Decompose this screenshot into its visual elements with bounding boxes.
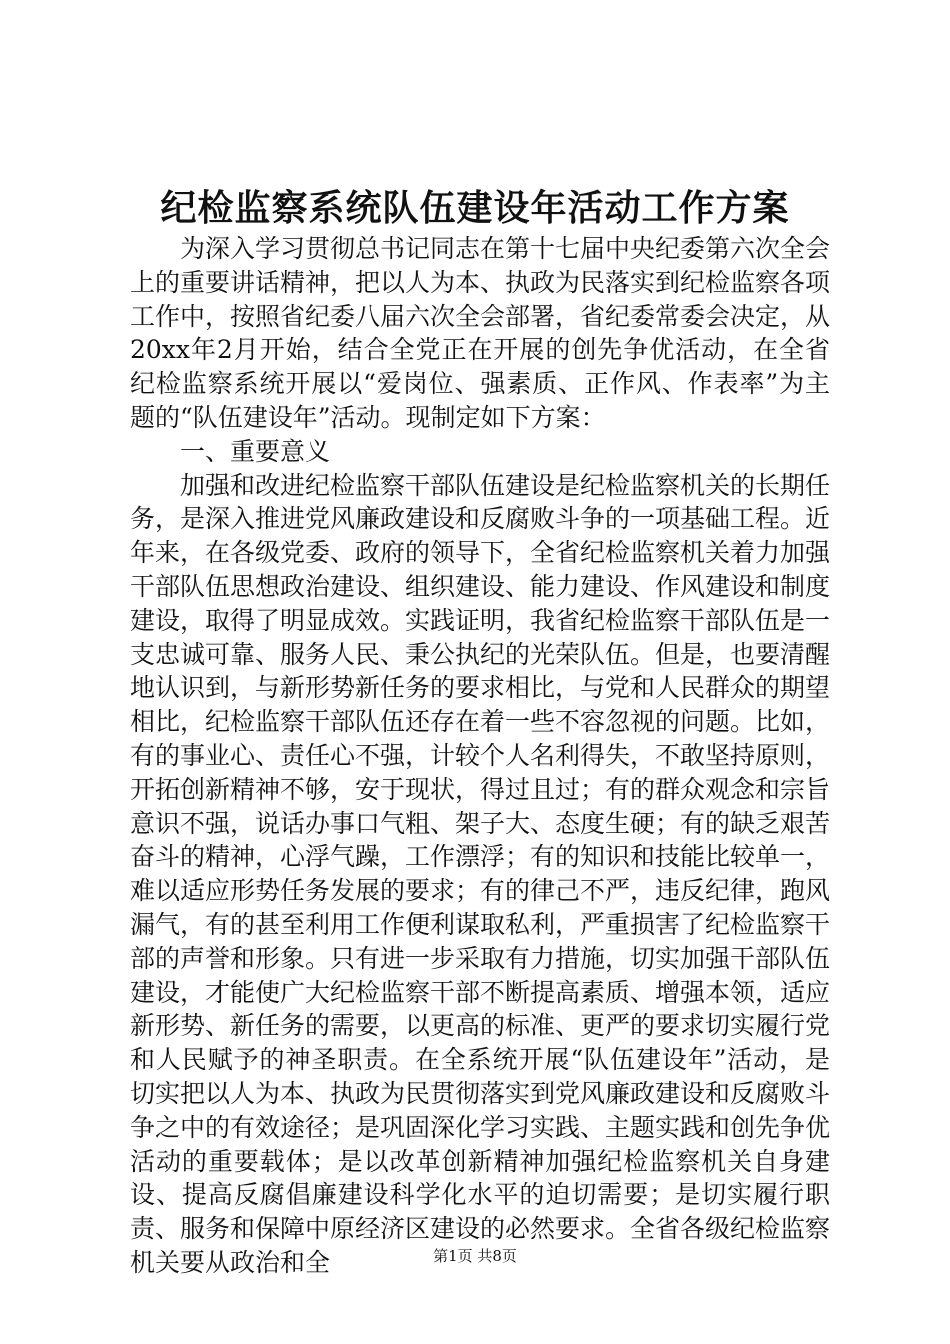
document-body [130, 232, 830, 1280]
section-heading-significance: 一、重要意义 [180, 436, 331, 466]
page-number-footer: 第1页 共8页 [433, 1247, 517, 1265]
paragraph-intro: 为深入学习贯彻总书记同志在第十七届中央纪委第六次全会上的重要讲话精神，把以人为本、执政为民落实到纪检监察各项工作中，按照省纪委八届六次全会部署，省纪委常委会决定，从20xx年2月开始，结合全党正在开展的创先争优活动，在全省纪检监察系统开展以“爱岗位、强素质、正作风、作表率”为主题的“队伍建设年”活动。现制定如下方案： [130, 234, 831, 432]
paragraph-significance: 加强和改进纪检监察干部队伍建设是纪检监察机关的长期任务，是深入推进党风廉政建设和反腐败斗争的一项基础工程。近年来，在各级党委、政府的领导下，全省纪检监察机关着力加强干部队伍思想政治建设、组织建设、能力建设、作风建设和制度建设，取得了明显成效。实践证明，我省纪检监察干部队伍是一支忠诚可靠、服务人民、秉公执纪的光荣队伍。但是，也要清醒地认识到，与新形势新任务的要求相比，与党和人民群众的期望相比，纪检监察干部队伍还存在着一些不容忽视的问题。比如，有的事业心、责任心不强，计较个人名利得失，不敢坚持原则，开拓创新精神不够，安于现状，得过且过；有的群众观念和宗旨意识不强，说话办事口气粗、架子大、态度生硬；有的缺乏艰苦奋斗的精神，心浮气躁，工作漂浮；有的知识和技能比较单一，难以适应形势任务发展的要求；有的律己不严，违反纪律，跑风漏气，有的甚至利用工作便利谋取私利，严重损害了纪检监察干部的声誉和形象。只有进一步采取有力措施，切实加强干部队伍建设，才能使广大纪检监察干部不断提高素质、增强本领，适应新形势、新任务的需要，以更高的标准、更严的要求切实履行党和人民赋予的神圣职责。在全系统开展“队伍建设年”活动，是切实把以人为本、执政为民贯彻落实到党风廉政建设和反腐败斗争之中的有效途径；是巩固深化学习实践、主题实践和创先争优活动的重要载体；是以改革创新精神加强纪检监察机关自身建设、提高反腐倡廉建设科学化水平的迫切需要；是切实履行职责、服务和保障中原经济区建设的必然要求。全省各级纪检监察机关要从政治和全 [130, 470, 831, 1277]
document-title: 纪检监察系统队伍建设年活动工作方案 [160, 187, 790, 229]
